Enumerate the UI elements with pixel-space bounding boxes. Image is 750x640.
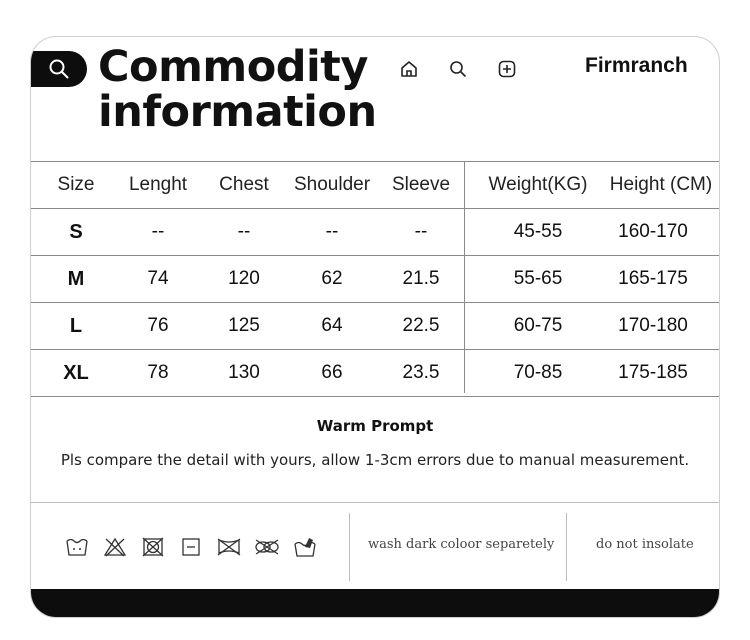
title-line-1: Commodity xyxy=(98,42,368,92)
header-weight: Weight(KG) xyxy=(488,174,588,195)
header-size: Size xyxy=(57,174,95,195)
weight-value: 55-65 xyxy=(513,268,563,289)
height-value: 160-170 xyxy=(618,221,688,242)
care-note-insolate: do not insolate xyxy=(596,537,694,552)
care-note-dark-colour: wash dark coloor separetely xyxy=(368,537,555,552)
chest-value: 130 xyxy=(228,362,260,383)
home-icon[interactable] xyxy=(399,59,419,79)
sleeve-value: -- xyxy=(414,221,428,242)
shoulder-value: 66 xyxy=(321,362,343,383)
dry-flat-icon xyxy=(177,533,205,561)
header-height: Height (CM) xyxy=(609,174,713,195)
chest-value: 120 xyxy=(228,268,260,289)
chest-value: -- xyxy=(237,221,251,242)
sleeve-value: 22.5 xyxy=(402,315,440,336)
shoulder-value: 64 xyxy=(321,315,343,336)
no-wring-icon xyxy=(215,533,243,561)
prompt-text: Pls compare the detail with yours, allow 1-3cm errors due to manual measurement. xyxy=(60,451,690,469)
plus-square-icon[interactable] xyxy=(497,59,517,79)
length-value: 74 xyxy=(147,268,169,289)
size-value: XL xyxy=(63,361,89,384)
weight-value: 60-75 xyxy=(513,315,563,336)
weight-value: 45-55 xyxy=(513,221,563,242)
size-value: L xyxy=(69,314,83,337)
no-tumble-dry-icon xyxy=(139,533,167,561)
table-row xyxy=(31,349,719,397)
weight-value: 70-85 xyxy=(513,362,563,383)
chest-value: 125 xyxy=(228,315,260,336)
bottom-bar xyxy=(31,589,719,617)
hand-wash-icon xyxy=(291,533,319,561)
height-value: 175-185 xyxy=(618,362,688,383)
table-row xyxy=(31,255,719,302)
shoulder-value: 62 xyxy=(321,268,343,289)
care-icons xyxy=(63,533,319,561)
search-icon xyxy=(48,58,70,80)
length-value: -- xyxy=(151,221,165,242)
sleeve-value: 21.5 xyxy=(402,268,440,289)
commodity-card xyxy=(30,36,720,618)
table-row xyxy=(31,208,719,255)
length-value: 76 xyxy=(147,315,169,336)
no-dry-clean-icon xyxy=(253,533,281,561)
care-divider xyxy=(349,513,350,581)
length-value: 78 xyxy=(147,362,169,383)
size-value: M xyxy=(67,267,85,290)
search-icon[interactable] xyxy=(448,59,468,79)
prompt-title: Warm Prompt xyxy=(316,417,434,435)
title-line-2: information xyxy=(98,87,377,137)
page-title xyxy=(98,42,377,137)
header-chest: Chest xyxy=(219,174,269,195)
table-row xyxy=(31,302,719,349)
header-length: Lenght xyxy=(128,174,188,195)
search-button[interactable] xyxy=(31,51,87,87)
size-value: S xyxy=(69,220,83,243)
header-sleeve: Sleeve xyxy=(391,174,451,195)
header-shoulder: Shoulder xyxy=(293,174,371,195)
care-divider xyxy=(566,513,567,581)
height-value: 170-180 xyxy=(618,315,688,336)
brand-name: Firmranch xyxy=(585,54,688,77)
wash-30-icon xyxy=(63,533,91,561)
table-divider xyxy=(464,161,465,393)
height-value: 165-175 xyxy=(618,268,688,289)
table-header-row xyxy=(31,161,719,208)
section-divider xyxy=(31,502,719,503)
size-table xyxy=(31,161,719,397)
shoulder-value: -- xyxy=(325,221,339,242)
no-bleach-icon xyxy=(101,533,129,561)
sleeve-value: 23.5 xyxy=(402,362,440,383)
